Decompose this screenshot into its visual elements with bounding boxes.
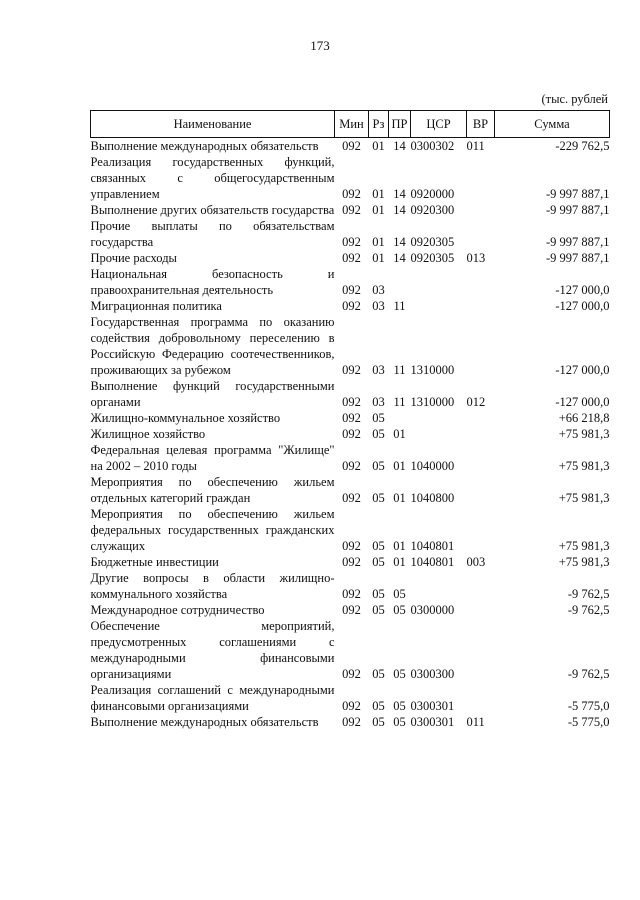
row-sum: -9 997 887,1 <box>545 235 610 249</box>
table-row <box>91 506 610 554</box>
row-pr: 14 <box>393 203 406 217</box>
row-sum: +75 981,3 <box>558 539 610 553</box>
row-min: 092 <box>342 555 361 569</box>
row-pr: 14 <box>393 187 406 201</box>
row-rz: 05 <box>372 603 385 617</box>
row-sum: -9 997 887,1 <box>545 251 610 265</box>
row-vr <box>467 570 495 602</box>
row-rz: 05 <box>372 587 385 601</box>
row-rz: 03 <box>372 363 385 377</box>
row-sum: -229 762,5 <box>555 139 610 153</box>
row-vr <box>467 154 495 202</box>
row-sum: -5 775,0 <box>567 715 610 729</box>
row-rz: 01 <box>372 139 385 153</box>
row-name: Национальная безопасность и правоохранительная деятельность <box>90 267 335 297</box>
row-name: Миграционная политика <box>90 299 222 313</box>
row-rz: 05 <box>372 427 385 441</box>
row-name: Государственная программа по оказанию содействия добровольному переселению в Российскую Федерацию соотечественников, проживающих за рубежом <box>90 315 335 377</box>
row-rz: 03 <box>372 299 385 313</box>
row-name: Прочие расходы <box>90 251 177 265</box>
row-vr: 012 <box>466 395 486 409</box>
table-row <box>91 442 610 474</box>
table-row <box>91 298 610 314</box>
row-sum: -127 000,0 <box>555 363 610 377</box>
table-row <box>91 714 610 730</box>
row-pr: 14 <box>393 235 406 249</box>
row-vr: 011 <box>466 139 485 153</box>
row-min: 092 <box>342 459 361 473</box>
row-min: 092 <box>342 667 361 681</box>
row-vr <box>467 474 495 506</box>
row-pr: 14 <box>393 139 406 153</box>
row-rz: 05 <box>372 459 385 473</box>
row-pr <box>389 410 411 426</box>
row-vr <box>467 298 495 314</box>
row-pr: 11 <box>393 363 406 377</box>
row-sum: +75 981,3 <box>558 427 610 441</box>
row-csr <box>411 570 467 602</box>
table-row <box>91 618 610 682</box>
row-name: Выполнение международных обязательств <box>90 715 319 729</box>
row-csr: 1310000 <box>410 395 455 409</box>
row-name: Федеральная целевая программа "Жилище" на 2002 – 2010 годы <box>90 443 335 473</box>
row-sum: -127 000,0 <box>555 299 610 313</box>
row-pr: 11 <box>393 299 406 313</box>
header-vr: ВР <box>467 111 495 138</box>
header-name: Наименование <box>91 111 335 138</box>
table-row <box>91 218 610 250</box>
budget-table <box>90 110 610 730</box>
row-csr: 0920000 <box>410 187 455 201</box>
row-name: Обеспечение мероприятий, предусмотренных соглашениями с международными финансовыми организациями <box>90 619 335 681</box>
row-csr: 0300300 <box>410 667 455 681</box>
row-csr: 1040800 <box>410 491 455 505</box>
row-rz: 05 <box>372 555 385 569</box>
row-name: Жилищно-коммунальное хозяйство <box>90 411 281 425</box>
row-rz: 01 <box>372 187 385 201</box>
row-name: Реализация соглашений с международными финансовыми организациями <box>90 683 335 713</box>
row-pr: 01 <box>393 555 406 569</box>
row-csr: 1040000 <box>410 459 455 473</box>
row-name: Выполнение функций государственными органами <box>90 379 335 409</box>
row-vr <box>467 410 495 426</box>
row-csr: 0300000 <box>410 603 455 617</box>
row-csr: 0920305 <box>410 251 455 265</box>
row-rz: 05 <box>372 667 385 681</box>
row-min: 092 <box>342 283 361 297</box>
row-pr: 05 <box>393 715 406 729</box>
row-csr: 1040801 <box>410 555 455 569</box>
table-row <box>91 154 610 202</box>
row-rz: 05 <box>372 699 385 713</box>
row-min: 092 <box>342 395 361 409</box>
table-row <box>91 202 610 218</box>
row-vr <box>467 506 495 554</box>
row-sum: -5 775,0 <box>567 699 610 713</box>
row-min: 092 <box>342 699 361 713</box>
row-sum: +66 218,8 <box>558 411 610 425</box>
row-name: Мероприятия по обеспечению жильем федеральных государственных гражданских служащих <box>90 507 335 553</box>
table-row <box>91 682 610 714</box>
row-vr <box>467 314 495 378</box>
row-name: Другие вопросы в области жилищно-коммунального хозяйства <box>90 571 335 601</box>
table-row <box>91 138 610 155</box>
row-vr <box>467 218 495 250</box>
row-rz: 05 <box>372 491 385 505</box>
row-pr: 01 <box>393 427 406 441</box>
row-sum: +75 981,3 <box>558 555 610 569</box>
row-pr: 01 <box>393 491 406 505</box>
row-rz: 05 <box>372 539 385 553</box>
row-csr: 0300302 <box>410 139 455 153</box>
row-min: 092 <box>342 139 361 153</box>
row-csr: 0920300 <box>410 203 455 217</box>
row-pr: 14 <box>393 251 406 265</box>
row-rz: 05 <box>372 715 385 729</box>
row-sum: -127 000,0 <box>555 395 610 409</box>
row-vr: 013 <box>466 251 486 265</box>
header-pr: ПР <box>389 111 411 138</box>
row-min: 092 <box>342 363 361 377</box>
row-vr <box>467 618 495 682</box>
table-row <box>91 474 610 506</box>
table-row <box>91 314 610 378</box>
header-rz: Рз <box>369 111 389 138</box>
row-csr <box>411 426 467 442</box>
header-min: Мин <box>335 111 369 138</box>
row-name: Выполнение других обязательств государства <box>90 203 335 217</box>
row-rz: 05 <box>372 411 385 425</box>
row-min: 092 <box>342 539 361 553</box>
row-pr: 01 <box>393 459 406 473</box>
table-row <box>91 554 610 570</box>
row-rz: 01 <box>372 203 385 217</box>
row-vr <box>467 426 495 442</box>
row-pr: 05 <box>393 667 406 681</box>
row-pr: 05 <box>393 699 406 713</box>
row-name: Прочие выплаты по обязательствам государства <box>90 219 335 249</box>
row-min: 092 <box>342 299 361 313</box>
table-header-row <box>91 111 610 138</box>
table-row <box>91 410 610 426</box>
row-pr: 01 <box>393 539 406 553</box>
row-pr: 05 <box>393 587 406 601</box>
row-vr: 003 <box>466 555 486 569</box>
row-vr <box>467 682 495 714</box>
row-vr: 011 <box>466 715 485 729</box>
row-vr <box>467 442 495 474</box>
row-min: 092 <box>342 603 361 617</box>
row-rz: 01 <box>372 251 385 265</box>
row-min: 092 <box>342 491 361 505</box>
table-row <box>91 570 610 602</box>
row-min: 092 <box>342 411 361 425</box>
page-number: 173 <box>310 38 330 53</box>
header-sum: Сумма <box>495 111 610 138</box>
row-csr: 0920305 <box>410 235 455 249</box>
units-note: (тыс. рублей <box>541 92 608 106</box>
row-min: 092 <box>342 587 361 601</box>
row-rz: 03 <box>372 283 385 297</box>
row-csr <box>411 410 467 426</box>
row-sum: -127 000,0 <box>555 283 610 297</box>
row-name: Реализация государственных функций, связанных с общегосударственным управлением <box>90 155 335 201</box>
row-pr: 05 <box>393 603 406 617</box>
row-sum: -9 762,5 <box>567 667 610 681</box>
row-sum: -9 997 887,1 <box>545 203 610 217</box>
table-row <box>91 378 610 410</box>
row-pr: 11 <box>393 395 406 409</box>
row-name: Мероприятия по обеспечению жильем отдельных категорий граждан <box>90 475 335 505</box>
row-csr <box>411 298 467 314</box>
row-csr: 1310000 <box>410 363 455 377</box>
row-csr: 0300301 <box>410 699 455 713</box>
row-sum: -9 762,5 <box>567 587 610 601</box>
table-row <box>91 250 610 266</box>
table-row <box>91 266 610 298</box>
row-min: 092 <box>342 715 361 729</box>
row-min: 092 <box>342 187 361 201</box>
table-row <box>91 602 610 618</box>
table-row <box>91 426 610 442</box>
row-name: Выполнение международных обязательств <box>90 139 319 153</box>
header-csr: ЦСР <box>411 111 467 138</box>
row-csr: 1040801 <box>410 539 455 553</box>
row-name: Бюджетные инвестиции <box>90 555 219 569</box>
row-min: 092 <box>342 235 361 249</box>
row-vr <box>467 202 495 218</box>
row-vr <box>467 602 495 618</box>
row-min: 092 <box>342 203 361 217</box>
row-rz: 01 <box>372 235 385 249</box>
row-rz: 03 <box>372 395 385 409</box>
row-name: Жилищное хозяйство <box>90 427 206 441</box>
row-csr: 0300301 <box>410 715 455 729</box>
row-sum: +75 981,3 <box>558 459 610 473</box>
row-pr <box>389 266 411 298</box>
row-sum: -9 762,5 <box>567 603 610 617</box>
row-min: 092 <box>342 427 361 441</box>
row-sum: +75 981,3 <box>558 491 610 505</box>
row-csr <box>411 266 467 298</box>
row-name: Международное сотрудничество <box>90 603 265 617</box>
row-min: 092 <box>342 251 361 265</box>
row-vr <box>467 266 495 298</box>
row-sum: -9 997 887,1 <box>545 187 610 201</box>
